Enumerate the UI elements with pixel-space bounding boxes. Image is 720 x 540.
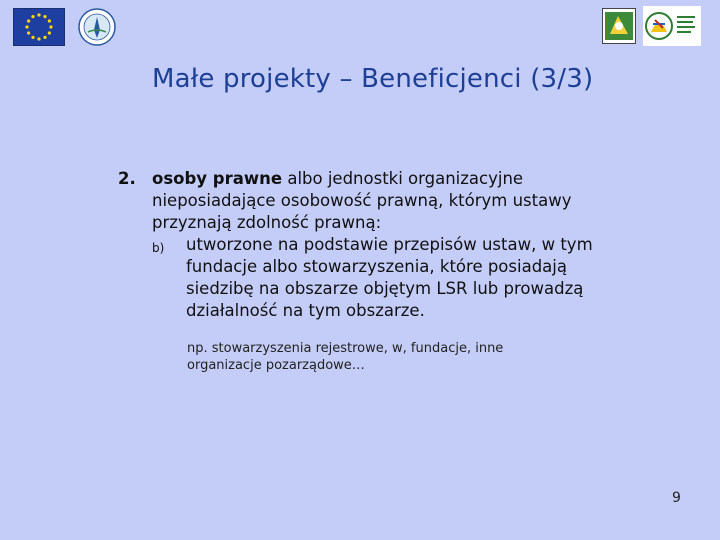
list-number: 2. [118,169,136,188]
eu-star-icon [31,36,34,39]
sub-list-marker: b) [152,241,165,255]
bold-term: osoby prawne [152,169,283,188]
slide-title: Małe projekty – Beneficjenci (3/3) [152,64,594,94]
page-number: 9 [672,490,681,506]
example-note: np. stowarzyszenia rejestrowe, w, fundacje, inne organizacje pozarządowe… [187,341,504,373]
prow-logo [643,6,701,46]
slide-body [118,168,618,322]
eu-star-icon [48,31,51,34]
eu-flag-icon [13,8,65,46]
eu-star-icon [48,19,51,22]
eu-star-icon [27,31,30,34]
eu-star-icon [37,13,40,16]
item-text: albo jednostki organizacyjne nieposiadające osobowość prawną, którym ustawy przyznają zdolność prawną: [152,169,572,232]
sub-item-text: utworzone na podstawie przepisów ustaw, w tym fundacje albo stowarzyszenia, które posiadają siedzibę na obszarze objętym LSR lub prowadzą działalność na tym obszarze. [186,235,593,320]
eu-star-icon [27,19,30,22]
eu-star-icon [25,25,28,28]
eu-star-icon [49,25,52,28]
eu-star-icon [31,15,34,18]
sub-list [118,234,618,322]
eu-star-icon [43,36,46,39]
sub-list-item [152,234,618,322]
eu-star-icon [37,37,40,40]
leader-logo [602,8,636,44]
list-item [118,168,618,234]
eu-star-icon [43,15,46,18]
kaszubska-lgd-logo [78,8,116,46]
